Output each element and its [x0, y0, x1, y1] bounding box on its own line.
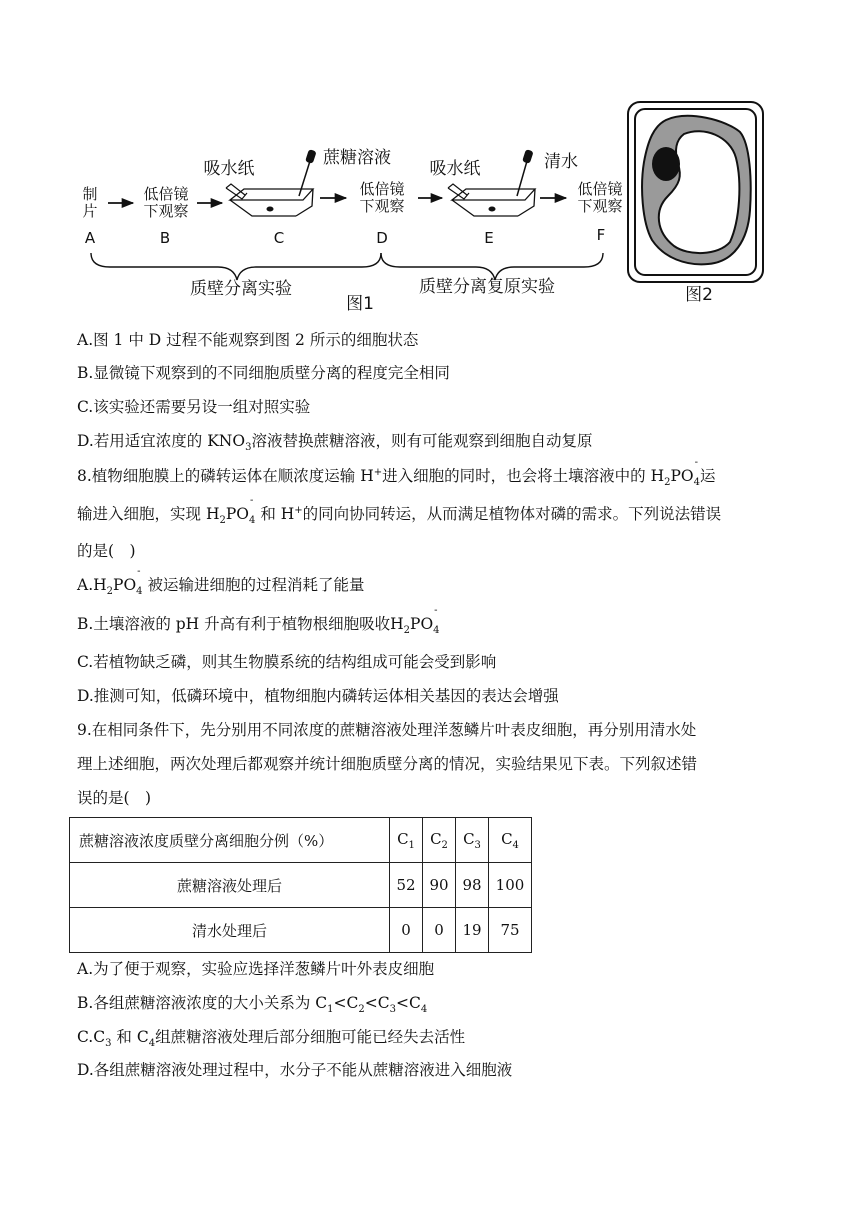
q8-stem-line3: 的是( ) [77, 542, 136, 560]
q7-option-d: D.若用适宜浓度的 $KNO_3$溶液替换蔗糖溶液，则有可能观察到细胞自动复原 [77, 432, 593, 454]
q8-option-c: C.若植物缺乏磷，则其生物膜系统的结构组成可能会受到影响 [77, 653, 497, 671]
table-row-label: 清水处理后 [70, 908, 390, 953]
table-cell: 90 [423, 863, 456, 908]
table-header-label: 蔗糖溶液浓度质壁分离细胞分例（%） [70, 818, 390, 863]
table-col-c3: $C_3$ [456, 818, 489, 863]
step-e-letter: E [484, 229, 494, 247]
h2po4-formula: $H_2PO$ - $_4$ [390, 605, 440, 637]
brace-left [91, 253, 381, 280]
brace-right [381, 253, 603, 280]
q8-stem-line2: 输进入细胞，实现 $H_2PO$ - $_4$ 和 H+的同向协同转运，从而满足植物体对磷的需求。下列说法错误 [77, 495, 722, 527]
step-d-label: 低倍镜 下观察 [359, 180, 405, 215]
table-col-c1: $C_1$ [390, 818, 423, 863]
table-header-row [70, 818, 532, 863]
step-f-label: 低倍镜 下观察 [577, 180, 623, 215]
step-c-paper-label: 吸水纸 [203, 159, 255, 179]
q9-option-d: D.各组蔗糖溶液处理过程中，水分子不能从蔗糖溶液进入细胞液 [77, 1061, 513, 1079]
step-a-letter: A [84, 229, 96, 247]
q8-stem-line1: 8.植物细胞膜上的磷转运体在顺浓度运输 H+进入细胞的同时，也会将土壤溶液中的 $H_2PO$ - $_4$运 [77, 457, 716, 489]
step-b-label: 低倍镜 下观察 [143, 185, 189, 220]
table-cell: 100 [489, 863, 532, 908]
table-cell: 0 [423, 908, 456, 953]
step-b-letter: B [159, 229, 171, 247]
figure2-caption: 图2 [685, 285, 713, 305]
table-cell: 0 [390, 908, 423, 953]
table-cell: 19 [456, 908, 489, 953]
q8-option-d: D.推测可知，低磷环境中，植物细胞内磷转运体相关基因的表达会增强 [77, 687, 559, 705]
step-e-dropper-label: 清水 [544, 152, 578, 172]
q9-stem-line3: 误的是( ) [77, 789, 152, 807]
h2po4-formula: $H_2PO$ - $_4$ [205, 495, 256, 527]
q9-option-b: B.各组蔗糖溶液浓度的大小关系为 $C_1<C_2<C_3<C_4$ [77, 994, 428, 1016]
table-cell: 98 [456, 863, 489, 908]
table-col-c4: $C_4$ [489, 818, 532, 863]
table-row [70, 908, 532, 953]
q9-stem-line2: 理上述细胞，两次处理后都观察并统计细胞质壁分离的情况，实验结果见下表。下列叙述错 [77, 755, 698, 773]
table-row [70, 863, 532, 908]
q7-option-a: A.图 1 中 D 过程不能观察到图 2 所示的细胞状态 [77, 331, 419, 349]
q9-option-a: A.为了便于观察，实验应选择洋葱鳞片叶外表皮细胞 [77, 960, 435, 978]
step-e-paper-label: 吸水纸 [429, 159, 481, 179]
q7-option-b: B.显微镜下观察到的不同细胞质壁分离的程度完全相同 [77, 364, 450, 382]
brace-left-label: 质壁分离实验 [190, 279, 292, 299]
table-col-c2: $C_2$ [423, 818, 456, 863]
q9-option-c: $C.C_3$ 和 $C_4$组蔗糖溶液处理后部分细胞可能已经失去活性 [77, 1028, 466, 1050]
q9-stem-line1: 9.在相同条件下，先分别用不同浓度的蔗糖溶液处理洋葱鳞片叶表皮细胞，再分别用清水处 [77, 721, 697, 739]
q7-option-c: C.该实验还需要另设一组对照实验 [77, 398, 311, 416]
step-c-letter: C [273, 229, 285, 247]
table-row-label: 蔗糖溶液处理后 [70, 863, 390, 908]
h2po4-formula: $H_2PO$ - $_4$ [650, 457, 700, 489]
figure1-diagram [0, 0, 620, 320]
q8-option-a: $A.H_2PO$ - $_4$ 被运输进细胞的过程消耗了能量 [77, 566, 365, 598]
nucleus [652, 147, 680, 181]
step-d-letter: D [376, 229, 388, 247]
step-f-letter: F [596, 226, 606, 244]
brace-right-label: 质壁分离复原实验 [419, 277, 555, 297]
q8-option-b: B.土壤溶液的 pH 升高有利于植物根细胞吸收$H_2PO$ - $_4$ [77, 605, 440, 637]
table-cell: 52 [390, 863, 423, 908]
table-cell: 75 [489, 908, 532, 953]
results-table [69, 817, 532, 953]
step-c-dropper-label: 蔗糖溶液 [323, 148, 391, 168]
figure2-cell-diagram [626, 100, 766, 290]
h2po4-formula: $H_2PO$ - $_4$ [93, 566, 143, 598]
step-a-label: 制 片 [82, 185, 98, 220]
figure1-caption: 图1 [346, 294, 374, 314]
